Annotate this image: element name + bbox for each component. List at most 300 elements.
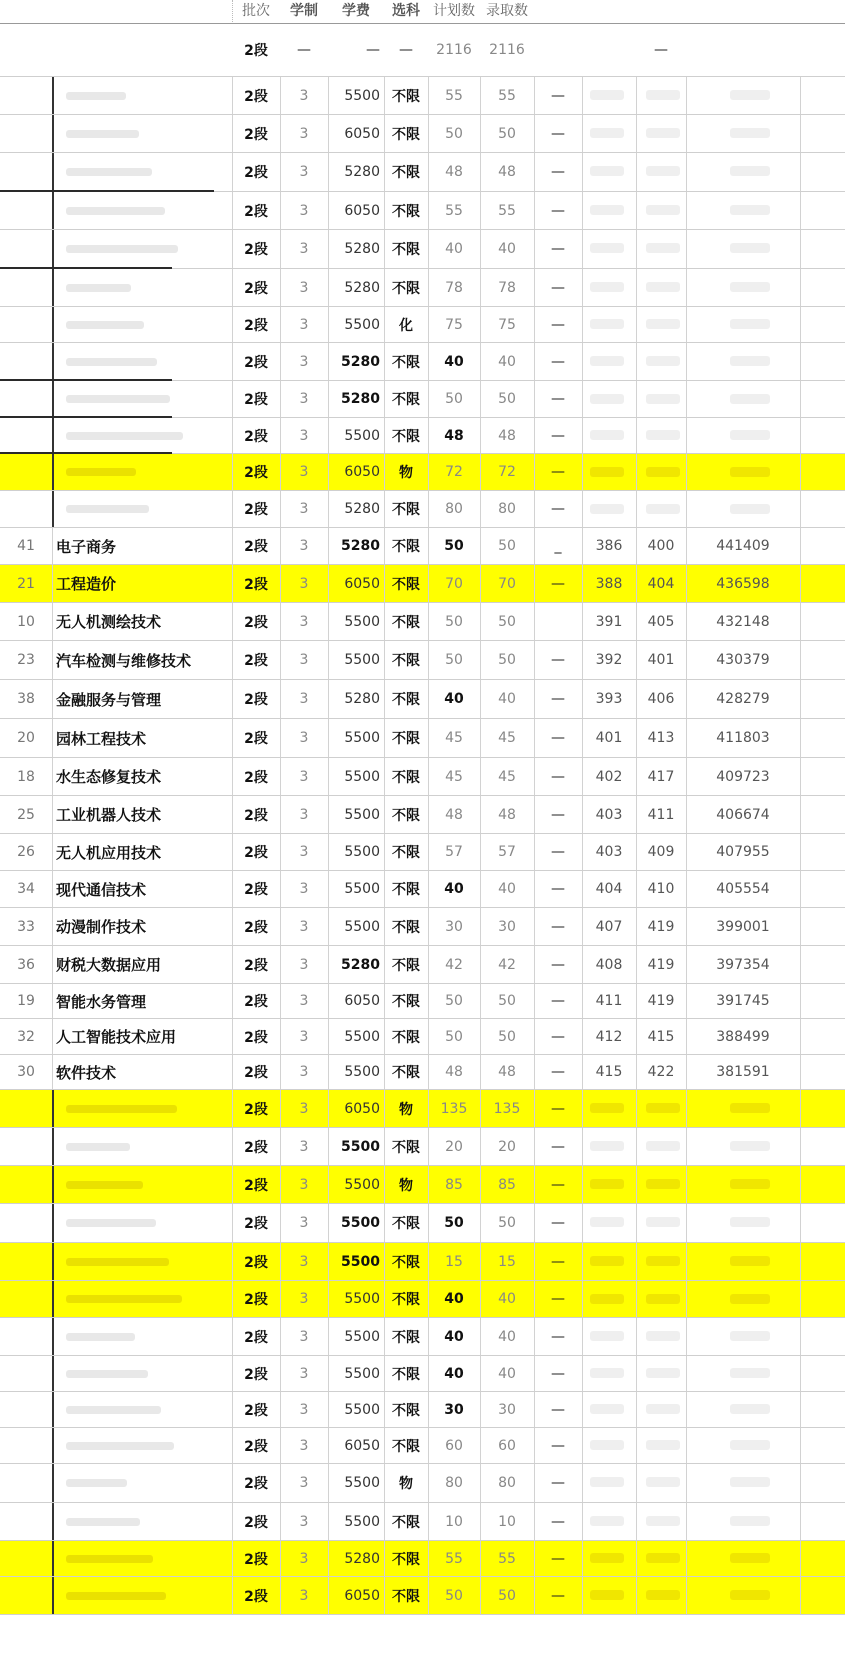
- cell-max: 404: [647, 575, 675, 592]
- redacted-score-mark: [590, 243, 624, 253]
- cell-id: [0, 1243, 52, 1280]
- cell-length: 3: [299, 464, 309, 480]
- cell-dash: —: [551, 806, 565, 823]
- cell-batch: 2段: [244, 354, 268, 371]
- cell-id: [0, 77, 52, 114]
- cell-subject: 不限: [392, 919, 420, 936]
- table-row: [0, 1392, 845, 1428]
- redacted-name-mark: [66, 1143, 130, 1151]
- column-divider: [800, 1464, 801, 1502]
- cell-subject: 物: [399, 1476, 413, 1492]
- cell-dash: —: [551, 1291, 565, 1307]
- cell-admitted: 78: [498, 279, 516, 296]
- redacted-score-mark: [646, 319, 680, 329]
- table-row: [0, 1090, 845, 1128]
- cell-id: 32: [17, 1028, 35, 1045]
- redacted-score-mark: [590, 282, 624, 292]
- table-row: [0, 565, 845, 603]
- cell-admitted: 40: [498, 1291, 516, 1307]
- cell-name: 动漫制作技术: [56, 918, 147, 936]
- cell-fee: 5500: [344, 1176, 380, 1193]
- cell-max: 405: [647, 613, 675, 630]
- cell-batch: 2段: [244, 1476, 268, 1492]
- cell-batch: 2段: [244, 1292, 268, 1308]
- column-divider: [800, 491, 801, 527]
- redacted-score-mark: [590, 166, 624, 176]
- cell-min: 391: [595, 613, 623, 630]
- redacted-name-mark: [66, 1219, 156, 1227]
- cell-subject: 不限: [392, 882, 420, 898]
- cell-dash: —: [551, 427, 565, 444]
- cell-batch: 2段: [244, 1065, 268, 1081]
- redacted-score-mark: [590, 1477, 624, 1487]
- column-divider: [800, 796, 801, 833]
- cell-length: 3: [299, 1100, 309, 1117]
- table-row: [0, 381, 845, 418]
- cell-admitted: 48: [498, 164, 516, 180]
- cell-batch: 2段: [244, 1588, 268, 1605]
- cell-dash: —: [551, 87, 565, 104]
- cell-min: 411: [595, 993, 623, 1009]
- cell-length: 3: [299, 391, 309, 407]
- table-row: [0, 1356, 845, 1392]
- cell-fee: 6050: [344, 1100, 380, 1117]
- cell-admitted: 15: [498, 1253, 516, 1270]
- redacted-score-mark: [646, 1141, 680, 1151]
- column-divider: [800, 1128, 801, 1165]
- cell-fee: 5280: [341, 353, 380, 370]
- cell-subject: 不限: [392, 807, 420, 824]
- cell-dash: —: [551, 464, 565, 480]
- cell-min: 392: [595, 652, 623, 668]
- cell-dash: —: [551, 125, 565, 142]
- header-batch: 批次: [242, 3, 270, 19]
- cell-max: 419: [647, 993, 675, 1009]
- redacted-score-mark: [730, 467, 770, 477]
- cell-length: 3: [299, 279, 309, 296]
- column-divider: [800, 1356, 801, 1391]
- cell-length: 3: [299, 575, 309, 592]
- cell-length: 3: [299, 353, 309, 370]
- cell-plan: 48: [444, 427, 464, 444]
- cell-subject: 不限: [392, 392, 420, 408]
- cell-batch: 2段: [244, 317, 268, 334]
- cell-id: [0, 192, 52, 229]
- redacted-score-mark: [730, 1553, 770, 1563]
- redacted-score-mark: [646, 1440, 680, 1450]
- table-row: [0, 603, 845, 641]
- cell-length: 3: [299, 768, 309, 785]
- redacted-score-mark: [590, 319, 624, 329]
- cell-fee: 5500: [344, 1328, 380, 1345]
- cell-dash: —: [551, 881, 565, 897]
- redacted-score-mark: [590, 394, 624, 404]
- table-row: [0, 115, 845, 153]
- cell-length: 3: [299, 316, 309, 333]
- table-row: [0, 1243, 845, 1281]
- redacted-score-mark: [730, 1331, 770, 1341]
- cell-subject: 不限: [392, 994, 420, 1010]
- column-divider: [800, 307, 801, 342]
- cell-id: [0, 1464, 52, 1502]
- cell-plan: 48: [445, 164, 463, 180]
- column-divider: [800, 343, 801, 380]
- cell-fee: 5500: [344, 1291, 380, 1307]
- cell-fee: 5500: [344, 1475, 380, 1491]
- cell-admitted: 50: [498, 1587, 516, 1604]
- cell-fee: 6050: [344, 1587, 380, 1604]
- column-divider: [800, 641, 801, 679]
- cell-length: 3: [299, 164, 309, 180]
- cell-dash: —: [551, 241, 565, 257]
- cell-plan: 85: [445, 1176, 463, 1193]
- cell-dash: —: [551, 1215, 565, 1231]
- cell-id: [0, 1541, 52, 1576]
- header-fee: 学费: [342, 3, 370, 19]
- cell-batch: 2段: [244, 957, 268, 974]
- cell-plan: 40: [444, 353, 464, 370]
- column-divider: [800, 908, 801, 945]
- cell-plan: 40: [444, 691, 464, 707]
- cell-rank: 441409: [716, 538, 770, 554]
- summary-fee: —: [366, 42, 380, 58]
- cell-plan: 72: [445, 464, 463, 480]
- cell-name: 汽车检测与维修技术: [56, 651, 192, 670]
- table-row: [0, 908, 845, 946]
- cell-batch: 2段: [244, 731, 268, 747]
- redacted-score-mark: [646, 1590, 680, 1600]
- cell-subject: 不限: [392, 203, 420, 220]
- cell-max: 409: [647, 844, 675, 860]
- cell-length: 3: [299, 87, 309, 104]
- cell-min: 388: [595, 575, 623, 592]
- cell-name: 无人机测绘技术: [56, 613, 162, 631]
- redacted-name-mark: [66, 1105, 177, 1113]
- cell-id: [0, 491, 52, 527]
- column-divider: [800, 984, 801, 1018]
- cell-plan: 50: [445, 993, 463, 1009]
- cell-id: 30: [17, 1064, 35, 1080]
- cell-length: 3: [299, 1587, 309, 1604]
- cell-fee: 5500: [344, 613, 380, 630]
- cell-plan: 42: [445, 956, 463, 973]
- table-row: [0, 1428, 845, 1464]
- cell-id: [0, 343, 52, 380]
- cell-dash: —: [551, 918, 565, 935]
- summary-max: —: [654, 42, 668, 58]
- cell-admitted: 50: [498, 1028, 516, 1045]
- cell-min: 393: [595, 691, 623, 707]
- cell-admitted: 42: [498, 956, 516, 973]
- redacted-score-mark: [590, 430, 624, 440]
- cell-fee: 5500: [341, 1215, 380, 1231]
- cell-length: 3: [299, 1437, 309, 1454]
- redacted-score-mark: [646, 1256, 680, 1266]
- cell-batch: 2段: [244, 692, 268, 708]
- redacted-name-mark: [66, 432, 183, 440]
- cell-plan: 50: [445, 125, 463, 142]
- table-row: [0, 1019, 845, 1055]
- cell-plan: 40: [445, 241, 463, 257]
- column-divider: [800, 269, 801, 306]
- redacted-score-mark: [730, 1368, 770, 1378]
- cell-plan: 78: [445, 279, 463, 296]
- table-row: [0, 1577, 845, 1615]
- cell-max: 400: [647, 538, 675, 554]
- cell-plan: 30: [444, 1401, 464, 1418]
- cell-dash: [534, 603, 582, 640]
- cell-dash: —: [551, 391, 565, 407]
- redacted-score-mark: [646, 1217, 680, 1227]
- cell-rank: 388499: [716, 1028, 770, 1045]
- redacted-name-mark: [66, 130, 139, 138]
- cell-plan: 55: [445, 87, 463, 104]
- column-divider: [800, 1392, 801, 1427]
- cell-length: 3: [299, 691, 309, 707]
- cell-rank: 407955: [716, 844, 770, 860]
- redacted-score-mark: [646, 90, 680, 100]
- redacted-name-mark: [66, 1555, 153, 1563]
- cell-fee: 6050: [344, 125, 380, 142]
- cell-batch: 2段: [244, 882, 268, 898]
- cell-plan: 40: [444, 1328, 464, 1345]
- cell-subject: 不限: [392, 576, 420, 593]
- cell-id: [0, 1318, 52, 1355]
- cell-max: 413: [647, 730, 675, 746]
- column-divider: [800, 115, 801, 152]
- cell-name: 人工智能技术应用: [56, 1028, 177, 1046]
- cell-length: 3: [299, 1064, 309, 1080]
- redacted-score-mark: [730, 1256, 770, 1266]
- cell-fee: 6050: [344, 575, 380, 592]
- cell-dash: —: [551, 353, 565, 370]
- cell-batch: 2段: [244, 392, 268, 408]
- cell-fee: 5500: [344, 652, 380, 668]
- cell-dash: —: [551, 1176, 565, 1193]
- cell-min: 412: [595, 1028, 623, 1045]
- table-row: [0, 641, 845, 680]
- redacted-score-mark: [730, 1440, 770, 1450]
- cell-dash: —: [551, 956, 565, 973]
- cell-subject: 不限: [392, 428, 420, 445]
- cell-admitted: 75: [498, 316, 516, 333]
- cell-subject: 不限: [392, 354, 420, 371]
- cell-batch: 2段: [244, 653, 268, 669]
- cell-min: 407: [595, 918, 623, 935]
- cell-name: 工业机器人技术: [56, 806, 162, 824]
- redacted-score-mark: [730, 1217, 770, 1227]
- cell-dash: —: [551, 1138, 565, 1155]
- cell-fee: 5500: [344, 730, 380, 746]
- redacted-score-mark: [730, 282, 770, 292]
- cell-dash: —: [551, 844, 565, 860]
- table-row: [0, 77, 845, 115]
- redacted-name-mark: [66, 92, 126, 100]
- cell-admitted: 50: [498, 391, 516, 407]
- column-divider: [800, 230, 801, 268]
- cell-subject: 不限: [392, 1438, 420, 1455]
- cell-subject: 不限: [392, 1029, 420, 1046]
- cell-rank: 406674: [716, 806, 770, 823]
- cell-subject: 不限: [392, 1514, 420, 1531]
- cell-batch: 2段: [244, 769, 268, 786]
- cell-length: 3: [299, 806, 309, 823]
- cell-dash: —: [551, 202, 565, 219]
- redacted-score-mark: [730, 319, 770, 329]
- cell-batch: 2段: [244, 807, 268, 824]
- column-divider: [800, 1243, 801, 1280]
- cell-plan: 30: [445, 918, 463, 935]
- column-divider: [800, 418, 801, 453]
- cell-id: 19: [17, 993, 35, 1009]
- redacted-score-mark: [730, 1516, 770, 1526]
- cell-rank: 432148: [716, 613, 770, 630]
- cell-plan: 135: [440, 1100, 468, 1117]
- cell-fee: 6050: [344, 464, 380, 480]
- cell-id: 10: [17, 613, 35, 630]
- redacted-score-mark: [730, 128, 770, 138]
- column-divider: [800, 1577, 801, 1614]
- cell-plan: 50: [445, 1028, 463, 1045]
- cell-fee: 5280: [344, 241, 380, 257]
- cell-max: 417: [647, 768, 675, 785]
- cell-subject: 不限: [392, 126, 420, 143]
- cell-fee: 5500: [344, 87, 380, 104]
- cell-admitted: 40: [498, 1328, 516, 1345]
- cell-plan: 50: [445, 391, 463, 407]
- redacted-score-mark: [646, 1331, 680, 1341]
- cell-batch: 2段: [244, 994, 268, 1010]
- cell-plan: 50: [445, 652, 463, 668]
- cell-dash: —: [551, 691, 565, 707]
- column-divider: [800, 834, 801, 870]
- column-divider: [800, 719, 801, 757]
- redacted-score-mark: [730, 166, 770, 176]
- table-row: [0, 796, 845, 834]
- cell-admitted: 50: [498, 652, 516, 668]
- summary-admitted: 2116: [489, 42, 525, 58]
- cell-admitted: 50: [498, 125, 516, 142]
- redacted-score-mark: [646, 1477, 680, 1487]
- column-divider: [800, 454, 801, 490]
- redacted-score-mark: [590, 1440, 624, 1450]
- cell-rank: 409723: [716, 768, 770, 785]
- cell-id: [0, 454, 52, 490]
- redacted-score-mark: [730, 394, 770, 404]
- cell-fee: 5280: [341, 538, 380, 554]
- cell-dash: —: [551, 279, 565, 296]
- cell-min: 386: [595, 538, 623, 554]
- redacted-score-mark: [730, 1590, 770, 1600]
- cell-plan: 50: [444, 538, 464, 554]
- cell-batch: 2段: [244, 1029, 268, 1046]
- cell-admitted: 40: [498, 1365, 516, 1382]
- cell-min: 403: [595, 806, 623, 823]
- cell-batch: 2段: [244, 576, 268, 593]
- cell-plan: 50: [444, 1215, 464, 1231]
- cell-length: 3: [299, 1513, 309, 1530]
- column-divider: [800, 565, 801, 602]
- cell-batch: 2段: [244, 1254, 268, 1271]
- redacted-score-mark: [646, 1553, 680, 1563]
- cell-dash: —: [551, 1550, 565, 1567]
- cell-admitted: 55: [498, 202, 516, 219]
- cell-subject: 不限: [392, 1551, 420, 1568]
- cell-fee: 5500: [344, 1513, 380, 1530]
- cell-plan: 48: [445, 806, 463, 823]
- cell-admitted: 10: [498, 1513, 516, 1530]
- redacted-score-mark: [646, 1294, 680, 1304]
- cell-batch: 2段: [244, 1438, 268, 1455]
- cell-dash: —: [551, 1100, 565, 1117]
- cell-id: [0, 1577, 52, 1614]
- redacted-score-mark: [646, 394, 680, 404]
- cell-length: 3: [299, 1253, 309, 1270]
- cell-fee: 5500: [344, 427, 380, 444]
- cell-subject: 不限: [392, 1292, 420, 1308]
- column-divider: [800, 1019, 801, 1054]
- cell-fee: 5500: [341, 1138, 380, 1155]
- cell-dash: —: [551, 316, 565, 333]
- cell-admitted: 85: [498, 1176, 516, 1193]
- cell-rank: 399001: [716, 918, 770, 935]
- cell-length: 3: [299, 730, 309, 746]
- cell-id: 18: [17, 768, 35, 785]
- cell-name: 园林工程技术: [56, 729, 147, 748]
- cell-fee: 5500: [344, 1401, 380, 1418]
- cell-plan: 45: [445, 730, 463, 746]
- redacted-score-mark: [590, 1141, 624, 1151]
- cell-name: 金融服务与管理: [56, 690, 162, 709]
- cell-name: 财税大数据应用: [56, 956, 162, 974]
- cell-length: 3: [299, 652, 309, 668]
- table-row: [0, 946, 845, 984]
- cell-admitted: 50: [498, 1215, 516, 1231]
- cell-length: 3: [299, 1475, 309, 1491]
- cell-plan: 70: [445, 575, 463, 592]
- cell-min: 404: [595, 881, 623, 897]
- summary-plan: 2116: [436, 42, 472, 58]
- cell-subject: 不限: [392, 731, 420, 747]
- cell-length: 3: [299, 538, 309, 554]
- redacted-name-mark: [66, 321, 144, 329]
- cell-batch: 2段: [244, 1101, 268, 1118]
- cell-id: 23: [17, 652, 35, 668]
- cell-batch: 2段: [244, 280, 268, 297]
- cell-dash: —: [551, 1253, 565, 1270]
- cell-length: 3: [299, 993, 309, 1009]
- column-divider: [800, 871, 801, 907]
- cell-admitted: 45: [498, 730, 516, 746]
- redacted-name-mark: [66, 1442, 174, 1450]
- redacted-score-mark: [730, 1141, 770, 1151]
- cell-subject: 不限: [392, 1139, 420, 1156]
- redacted-name-mark: [66, 505, 149, 513]
- cell-id: 20: [17, 730, 35, 746]
- redacted-score-mark: [646, 504, 680, 514]
- table-header: [0, 0, 845, 24]
- cell-subject: 不限: [392, 88, 420, 105]
- cell-max: 406: [647, 691, 675, 707]
- cell-length: 3: [299, 844, 309, 860]
- cell-fee: 6050: [344, 993, 380, 1009]
- cell-fee: 5500: [341, 1253, 380, 1270]
- cell-length: 3: [299, 202, 309, 219]
- cell-max: 419: [647, 956, 675, 973]
- redacted-name-mark: [66, 1479, 127, 1487]
- header-subject: 选科: [392, 3, 420, 19]
- cell-length: 3: [299, 1215, 309, 1231]
